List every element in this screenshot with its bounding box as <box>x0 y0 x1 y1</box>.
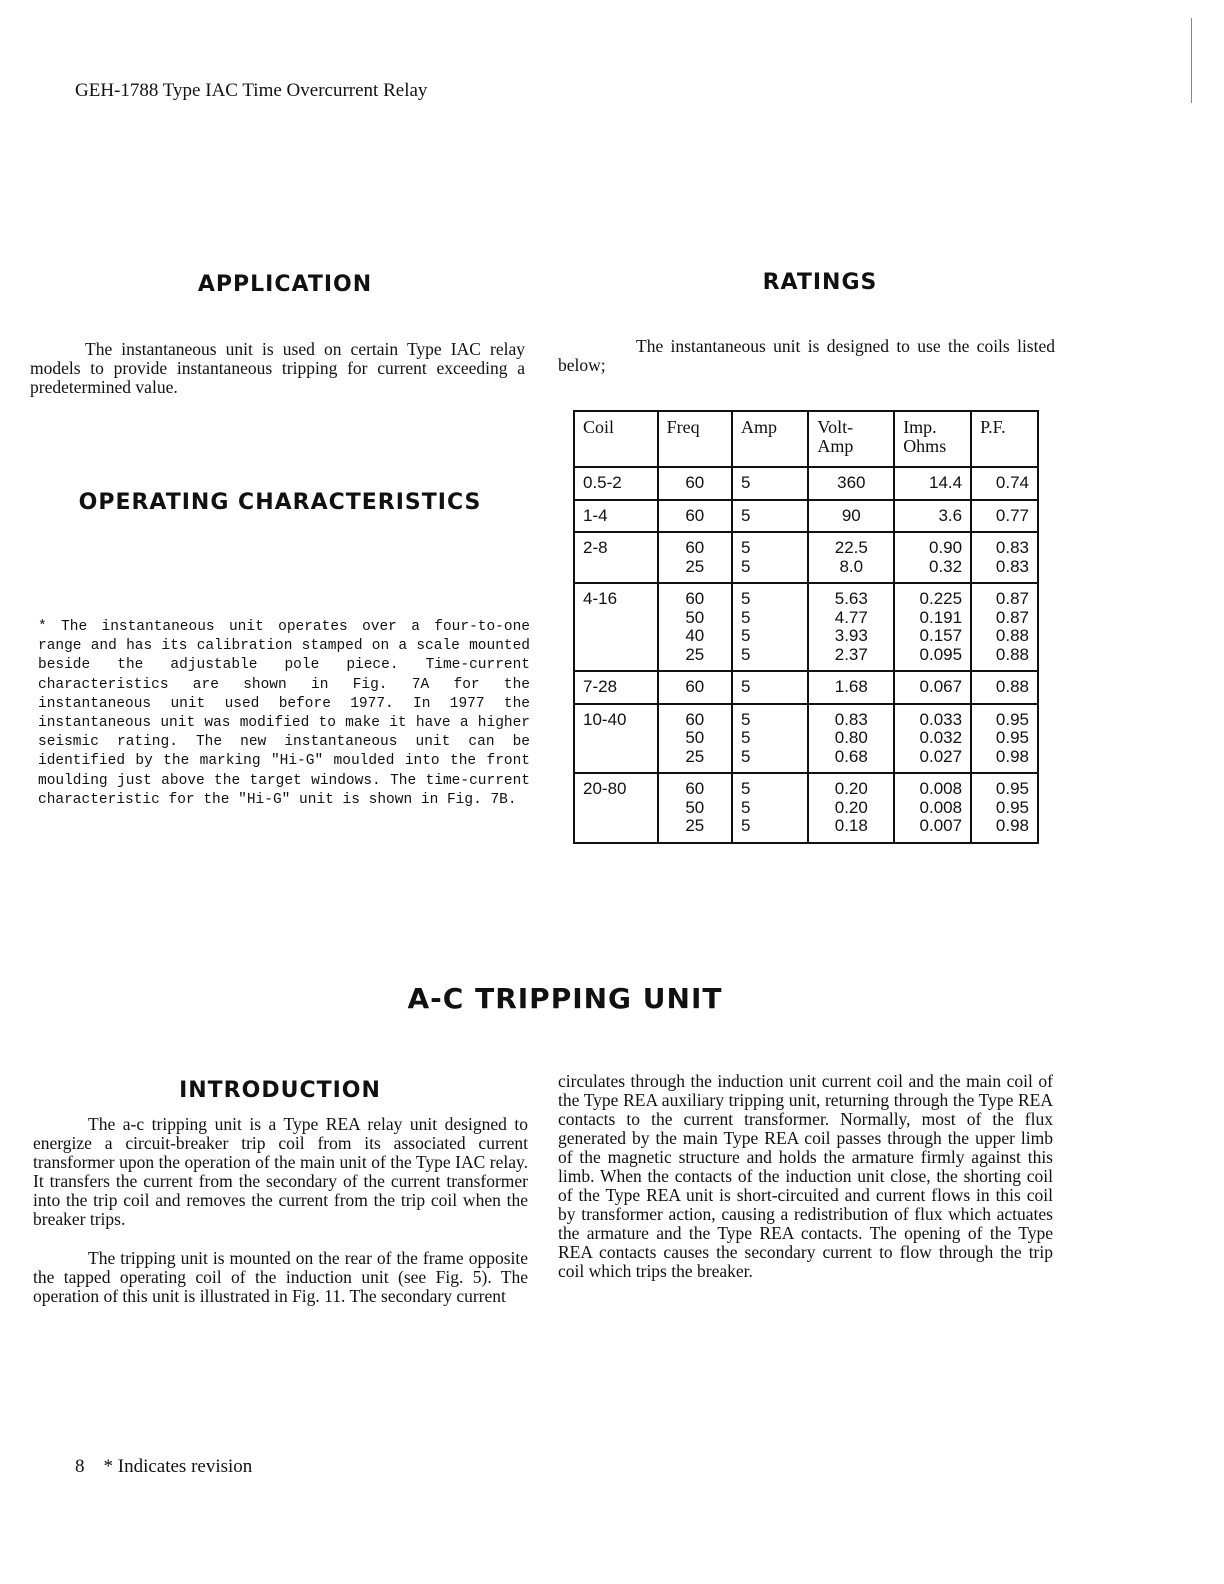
cell-value: 60 <box>685 473 705 492</box>
ratings-intro <box>558 337 1055 375</box>
cell-value: 0.032 <box>919 728 963 747</box>
ratings-row <box>574 500 1038 533</box>
introduction-paragraph-1: The a-c tripping unit is a Type REA relay unit designed to energize a circuit-breaker trip coil from its associated current transformer upon the operation of the main unit of the Type IAC relay. It transfers the current from the secondary of the current transformer into the trip coil and removes the current from the trip coil when the breaker trips. <box>33 1114 528 1229</box>
cell-value: 0.87 <box>995 589 1029 608</box>
cell-value: 0.095 <box>919 644 963 664</box>
cell-pf <box>971 467 1038 500</box>
ratings-intro-paragraph: The instantaneous unit is designed to use the coils listed below; <box>558 336 1055 375</box>
cell-imp-ohms <box>894 583 971 671</box>
cell-value: 14.4 <box>928 473 963 492</box>
cell-value: 0.98 <box>995 746 1029 766</box>
cell-amp <box>732 773 808 843</box>
cell-value: 5 <box>740 746 751 766</box>
cell-value: 5 <box>740 797 751 817</box>
ratings-row <box>574 704 1038 774</box>
cell-value: 60 <box>685 538 705 557</box>
cell-freq <box>658 773 732 843</box>
cell-volt-amp <box>808 671 894 704</box>
cell-value: 5 <box>740 505 751 525</box>
cell-volt-amp <box>808 773 894 843</box>
ac-tripping-unit-heading: A-C TRIPPING UNIT <box>407 982 723 1015</box>
cell-value: 0.74 <box>995 473 1029 492</box>
cell-value: 0.77 <box>995 505 1029 525</box>
cell-value: 0.067 <box>919 677 963 696</box>
cell-imp-ohms <box>894 467 971 500</box>
cell-value: 5 <box>740 816 751 835</box>
cell-value: 0.88 <box>995 644 1029 664</box>
cell-value: 5 <box>740 538 751 557</box>
cell-value: 3.93 <box>834 626 868 645</box>
cell-pf <box>971 532 1038 583</box>
cell-value: 22.5 <box>834 538 868 557</box>
cell-value: 5 <box>740 607 751 627</box>
cell-value: 0.95 <box>995 797 1029 817</box>
application-paragraph: The instantaneous unit is used on certain Type IAC relay models to provide instantaneous tripping for current exceeding a predetermined value. <box>30 339 525 397</box>
cell-value: 5 <box>740 473 751 492</box>
cell-value: 50 <box>685 728 705 747</box>
cell-value: 0.83 <box>834 709 868 729</box>
cell-amp <box>732 500 808 533</box>
cell-value: 3.6 <box>938 505 963 525</box>
cell-value: 5 <box>740 644 751 664</box>
ratings-header-row <box>574 411 1038 467</box>
page-footer <box>75 1456 252 1478</box>
cell-value: 0.88 <box>995 626 1029 645</box>
cell-value: 5 <box>740 709 751 729</box>
cell-value: 0.191 <box>919 607 963 627</box>
ratings-row <box>574 773 1038 843</box>
cell-freq <box>658 671 732 704</box>
cell-freq <box>658 583 732 671</box>
cell-amp <box>732 583 808 671</box>
col-header-coil: Coil <box>574 411 658 467</box>
cell-freq <box>658 704 732 774</box>
page-header: GEH-1788 Type IAC Time Overcurrent Relay <box>75 80 428 101</box>
cell-value: 0.225 <box>919 589 963 608</box>
cell-value: 0.95 <box>995 779 1029 798</box>
cell-value: 60 <box>685 709 705 729</box>
cell-value: 50 <box>685 797 705 817</box>
cell-value: 5 <box>740 626 751 645</box>
cell-value: 60 <box>685 677 705 696</box>
ratings-row <box>574 532 1038 583</box>
cell-value: 0.20 <box>834 797 868 817</box>
ratings-row <box>574 583 1038 671</box>
cell-coil: 20-80 <box>574 773 658 843</box>
cell-imp-ohms <box>894 532 971 583</box>
revision-note: * Indicates revision <box>103 1456 253 1477</box>
application-heading: APPLICATION <box>197 272 373 297</box>
operating-characteristics-heading: OPERATING CHARACTERISTICS <box>78 490 482 515</box>
cell-value: 0.008 <box>919 779 963 798</box>
ratings-row <box>574 671 1038 704</box>
ratings-table <box>573 410 1039 844</box>
cell-coil: 7-28 <box>574 671 658 704</box>
cell-value: 2.37 <box>834 644 868 664</box>
col-header-amp: Amp <box>732 411 808 467</box>
cell-pf <box>971 773 1038 843</box>
cell-value: 0.18 <box>834 816 868 835</box>
cell-value: 0.32 <box>928 556 963 576</box>
cell-pf <box>971 704 1038 774</box>
cell-value: 60 <box>685 589 705 608</box>
col-header-imp-ohms: Imp. Ohms <box>894 411 971 467</box>
introduction-left-column <box>33 1115 528 1306</box>
cell-value: 0.88 <box>995 677 1029 696</box>
cell-pf <box>971 500 1038 533</box>
cell-value: 0.95 <box>995 709 1029 729</box>
cell-value: 4.77 <box>834 607 868 627</box>
cell-value: 8.0 <box>839 556 864 576</box>
cell-value: 90 <box>841 505 861 525</box>
col-header-volt-amp: Volt- Amp <box>808 411 894 467</box>
cell-value: 60 <box>685 505 705 525</box>
cell-coil: 10-40 <box>574 704 658 774</box>
cell-amp <box>732 467 808 500</box>
application-text <box>30 340 525 397</box>
cell-value: 0.157 <box>919 626 963 645</box>
cell-value: 0.008 <box>919 797 963 817</box>
cell-value: 5 <box>740 779 751 798</box>
cell-value: 0.83 <box>995 556 1029 576</box>
cell-value: 0.95 <box>995 728 1029 747</box>
introduction-paragraph-3: circulates through the induction unit current coil and the main coil of the Type REA auxiliary tripping unit, returning through the Type REA contacts to the current transformer. Normally, most of the flux generated by the main Type REA coil passes through the upper limb of the magnetic structure and holds the armature firmly against this limb. When the contacts of the induction unit close, the shorting coil of the Type REA unit is short-circuited and current flows in this coil by transformer action, causing a redistribution of flux which actuates the armature and the Type REA contacts. The opening of the Type REA contacts causes the secondary current to flow through the trip coil which trips the breaker. <box>558 1071 1053 1281</box>
cell-coil: 2-8 <box>574 532 658 583</box>
cell-volt-amp <box>808 704 894 774</box>
cell-amp <box>732 532 808 583</box>
cell-value: 1.68 <box>834 677 868 696</box>
cell-value: 360 <box>837 473 866 492</box>
operating-characteristics-text: * The instantaneous unit operates over a four-to-one range and has its calibration stamped on a scale mounted beside the adjustable pole piece. Time-current characteristics are shown in Fig. 7A for the instantaneous unit used before 1977. In 1977 the instantaneous unit was modified to make it have a higher seismic rating. The new instantaneous unit can be identified by the marking "Hi-G" moulded into the front moulding just above the target windows. The time-current characteristic for the "Hi-G" unit is shown in Fig. 7B. <box>38 619 530 808</box>
scan-edge-line <box>1191 18 1192 103</box>
cell-value: 0.007 <box>919 816 963 835</box>
cell-coil: 1-4 <box>574 500 658 533</box>
ratings-row <box>574 467 1038 500</box>
cell-coil: 4-16 <box>574 583 658 671</box>
cell-freq <box>658 467 732 500</box>
cell-value: 5 <box>740 589 751 608</box>
cell-value: 0.98 <box>995 816 1029 835</box>
cell-value: 0.90 <box>928 538 963 557</box>
cell-volt-amp <box>808 583 894 671</box>
cell-value: 0.20 <box>834 779 868 798</box>
cell-imp-ohms <box>894 773 971 843</box>
cell-value: 0.68 <box>834 746 868 766</box>
cell-value: 25 <box>685 816 705 835</box>
cell-value: 0.033 <box>919 709 963 729</box>
cell-value: 40 <box>685 626 705 645</box>
cell-value: 5.63 <box>834 589 868 608</box>
cell-value: 25 <box>685 556 705 576</box>
col-header-freq: Freq <box>658 411 732 467</box>
introduction-paragraph-2: The tripping unit is mounted on the rear of the frame opposite the tapped operating coil of the induction unit (see Fig. 5). The operation of this unit is illustrated in Fig. 11. The secondary current <box>33 1248 528 1306</box>
cell-imp-ohms <box>894 671 971 704</box>
cell-imp-ohms <box>894 704 971 774</box>
cell-value: 25 <box>685 644 705 664</box>
page-number: 8 <box>75 1456 85 1477</box>
cell-value: 5 <box>740 677 751 696</box>
cell-pf <box>971 671 1038 704</box>
cell-volt-amp <box>808 532 894 583</box>
cell-amp <box>732 704 808 774</box>
introduction-heading: INTRODUCTION <box>179 1078 381 1103</box>
ratings-heading: RATINGS <box>762 270 878 295</box>
cell-value: 0.80 <box>834 728 868 747</box>
cell-value: 5 <box>740 556 751 576</box>
cell-pf <box>971 583 1038 671</box>
cell-value: 5 <box>740 728 751 747</box>
cell-coil: 0.5-2 <box>574 467 658 500</box>
cell-volt-amp <box>808 467 894 500</box>
cell-value: 0.87 <box>995 607 1029 627</box>
cell-value: 0.83 <box>995 538 1029 557</box>
cell-freq <box>658 500 732 533</box>
cell-volt-amp <box>808 500 894 533</box>
cell-amp <box>732 671 808 704</box>
cell-freq <box>658 532 732 583</box>
cell-imp-ohms <box>894 500 971 533</box>
cell-value: 60 <box>685 779 705 798</box>
cell-value: 0.027 <box>919 746 963 766</box>
cell-value: 50 <box>685 607 705 627</box>
cell-value: 25 <box>685 746 705 766</box>
introduction-right-column <box>558 1072 1053 1281</box>
col-header-pf: P.F. <box>971 411 1038 467</box>
